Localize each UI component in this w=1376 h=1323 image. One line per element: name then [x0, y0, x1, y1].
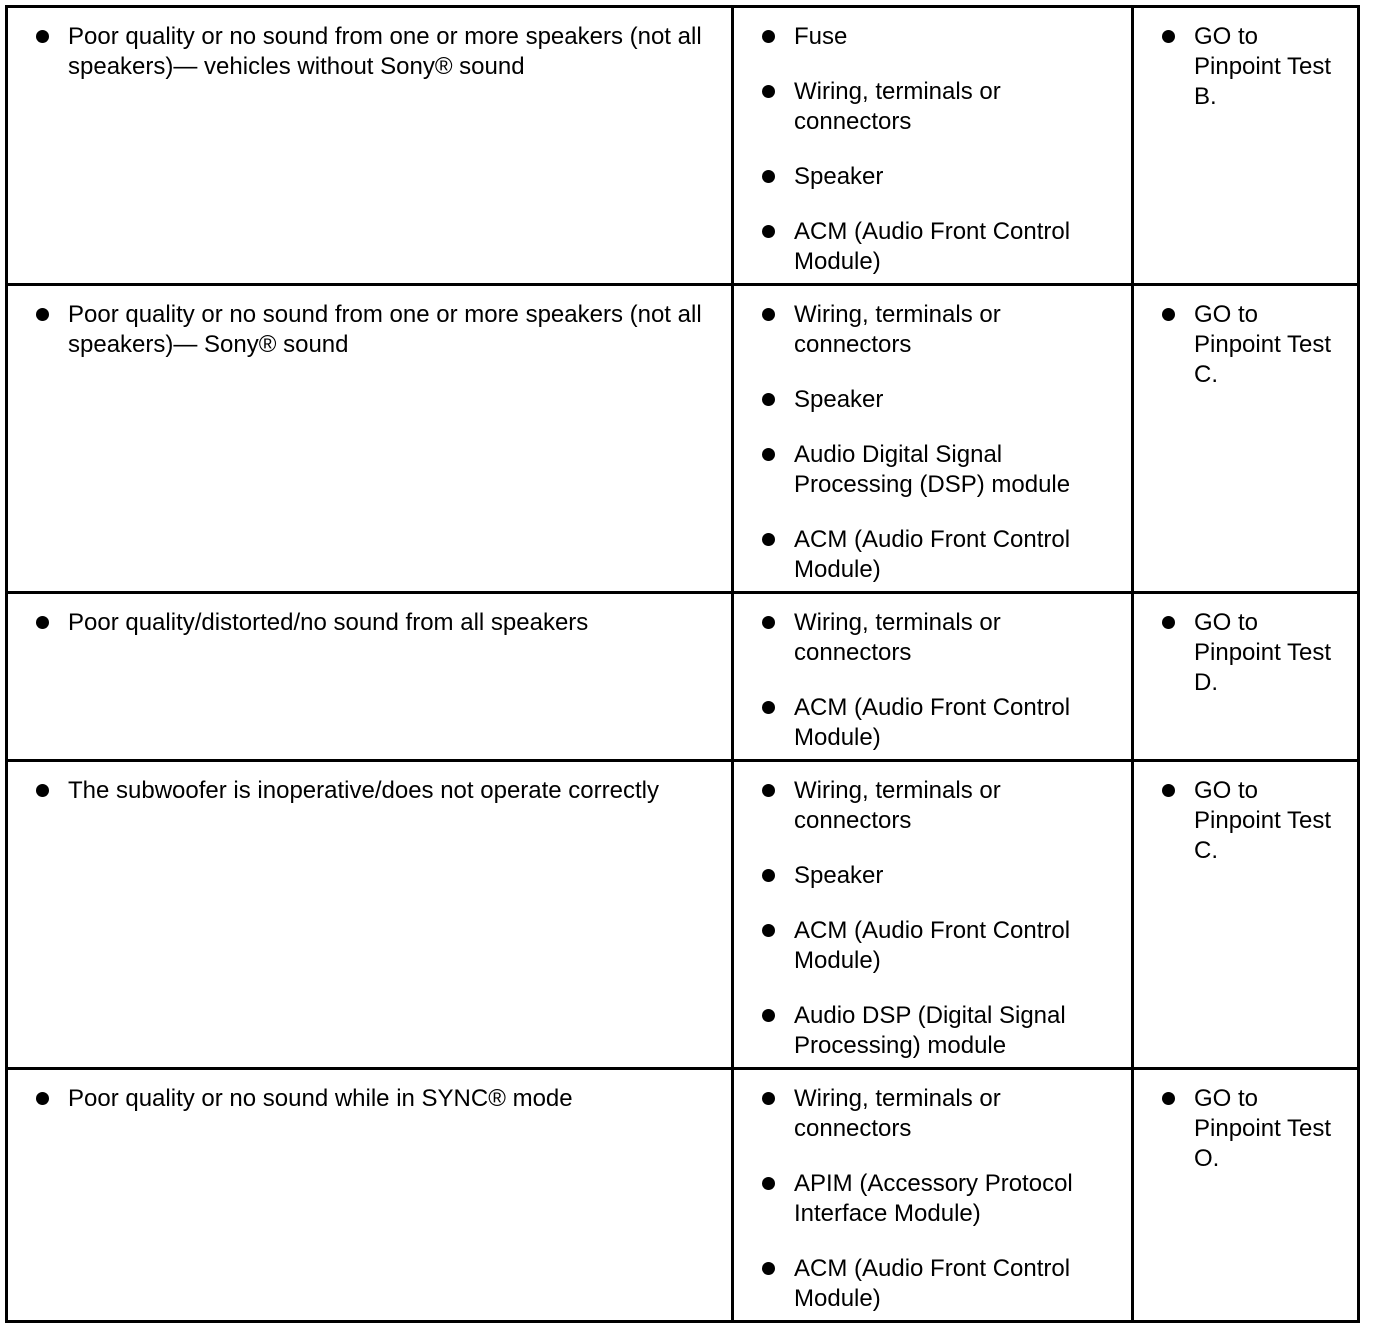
- bullet-dot-icon: [762, 1092, 775, 1105]
- bullet-dot-icon: [762, 30, 775, 43]
- bullet-dot-icon: [1162, 1092, 1175, 1105]
- action-item: [1162, 1084, 1347, 1174]
- cause-item: [762, 440, 1121, 500]
- symptom-text: Poor quality or no sound while in SYNC® mode: [68, 1085, 573, 1112]
- symptom-cell: [7, 285, 733, 593]
- cause-text: Speaker: [794, 862, 884, 889]
- cause-item: [762, 1001, 1121, 1061]
- bullet-dot-icon: [762, 616, 775, 629]
- cause-item: [762, 162, 1121, 192]
- symptom-text: The subwoofer is inoperative/does not operate correctly: [68, 777, 659, 804]
- bullet-dot-icon: [762, 1177, 775, 1190]
- bullet-dot-icon: [762, 393, 775, 406]
- action-text: GO to Pinpoint Test C.: [1194, 301, 1331, 388]
- action-text: GO to Pinpoint Test D.: [1194, 609, 1331, 696]
- bullet-dot-icon: [762, 784, 775, 797]
- cause-text: APIM (Accessory Protocol Interface Module): [794, 1170, 1073, 1227]
- table-row: [7, 7, 1359, 285]
- cause-item: [762, 776, 1121, 836]
- symptom-cell: [7, 7, 733, 285]
- cause-text: Wiring, terminals or connectors: [794, 301, 1001, 358]
- symptom-item: [36, 608, 721, 638]
- cause-text: ACM (Audio Front Control Module): [794, 917, 1071, 974]
- table-row: [7, 1069, 1359, 1322]
- symptom-text: Poor quality or no sound from one or more speakers (not all speakers)— vehicles without Sony® sound: [68, 23, 702, 80]
- bullet-dot-icon: [1162, 616, 1175, 629]
- cause-text: Wiring, terminals or connectors: [794, 1085, 1001, 1142]
- bullet-dot-icon: [762, 1262, 775, 1275]
- action-item: [1162, 608, 1347, 698]
- action-text: GO to Pinpoint Test C.: [1194, 777, 1331, 864]
- bullet-dot-icon: [36, 616, 49, 629]
- bullet-dot-icon: [36, 784, 49, 797]
- bullet-dot-icon: [762, 869, 775, 882]
- action-cell: [1133, 285, 1359, 593]
- bullet-dot-icon: [762, 701, 775, 714]
- cause-text: Wiring, terminals or connectors: [794, 78, 1001, 135]
- bullet-dot-icon: [762, 308, 775, 321]
- cause-item: [762, 217, 1121, 277]
- action-cell: [1133, 7, 1359, 285]
- table-row: [7, 593, 1359, 761]
- cause-text: ACM (Audio Front Control Module): [794, 1255, 1071, 1312]
- bullet-dot-icon: [762, 1009, 775, 1022]
- bullet-dot-icon: [36, 1092, 49, 1105]
- causes-cell: [733, 7, 1133, 285]
- action-item: [1162, 300, 1347, 390]
- action-text: GO to Pinpoint Test B.: [1194, 23, 1331, 110]
- cause-text: ACM (Audio Front Control Module): [794, 218, 1071, 275]
- action-cell: [1133, 761, 1359, 1069]
- symptom-cell: [7, 593, 733, 761]
- cause-text: Audio Digital Signal Processing (DSP) module: [794, 441, 1071, 498]
- action-text: GO to Pinpoint Test O.: [1194, 1085, 1331, 1172]
- bullet-dot-icon: [762, 225, 775, 238]
- bullet-dot-icon: [36, 308, 49, 321]
- bullet-dot-icon: [762, 170, 775, 183]
- cause-text: Wiring, terminals or connectors: [794, 777, 1001, 834]
- bullet-dot-icon: [762, 448, 775, 461]
- bullet-dot-icon: [36, 30, 49, 43]
- bullet-dot-icon: [1162, 30, 1175, 43]
- symptom-text: Poor quality or no sound from one or more speakers (not all speakers)— Sony® sound: [68, 301, 702, 358]
- symptom-cell: [7, 761, 733, 1069]
- bullet-dot-icon: [762, 85, 775, 98]
- cause-text: Audio DSP (Digital Signal Processing) module: [794, 1002, 1066, 1059]
- causes-cell: [733, 593, 1133, 761]
- cause-item: [762, 385, 1121, 415]
- cause-item: [762, 861, 1121, 891]
- cause-item: [762, 300, 1121, 360]
- cause-item: [762, 693, 1121, 753]
- cause-item: [762, 608, 1121, 668]
- cause-item: [762, 1084, 1121, 1144]
- cause-text: Fuse: [794, 23, 848, 50]
- causes-cell: [733, 761, 1133, 1069]
- table-row: [7, 285, 1359, 593]
- action-cell: [1133, 1069, 1359, 1322]
- action-cell: [1133, 593, 1359, 761]
- causes-cell: [733, 285, 1133, 593]
- action-item: [1162, 22, 1347, 112]
- symptom-item: [36, 300, 721, 360]
- bullet-dot-icon: [1162, 308, 1175, 321]
- symptom-item: [36, 1084, 721, 1114]
- cause-item: [762, 916, 1121, 976]
- cause-item: [762, 1254, 1121, 1314]
- cause-text: Speaker: [794, 163, 884, 190]
- symptom-cell: [7, 1069, 733, 1322]
- cause-text: Speaker: [794, 386, 884, 413]
- table-row: [7, 761, 1359, 1069]
- action-item: [1162, 776, 1347, 866]
- bullet-dot-icon: [762, 924, 775, 937]
- cause-item: [762, 525, 1121, 585]
- diagnostic-table: [5, 5, 1360, 1323]
- symptom-item: [36, 776, 721, 806]
- cause-item: [762, 1169, 1121, 1229]
- symptom-text: Poor quality/distorted/no sound from all speakers: [68, 609, 589, 636]
- cause-item: [762, 22, 1121, 52]
- cause-text: ACM (Audio Front Control Module): [794, 694, 1071, 751]
- bullet-dot-icon: [762, 533, 775, 546]
- cause-text: Wiring, terminals or connectors: [794, 609, 1001, 666]
- bullet-dot-icon: [1162, 784, 1175, 797]
- cause-item: [762, 77, 1121, 137]
- cause-text: ACM (Audio Front Control Module): [794, 526, 1071, 583]
- causes-cell: [733, 1069, 1133, 1322]
- symptom-item: [36, 22, 721, 82]
